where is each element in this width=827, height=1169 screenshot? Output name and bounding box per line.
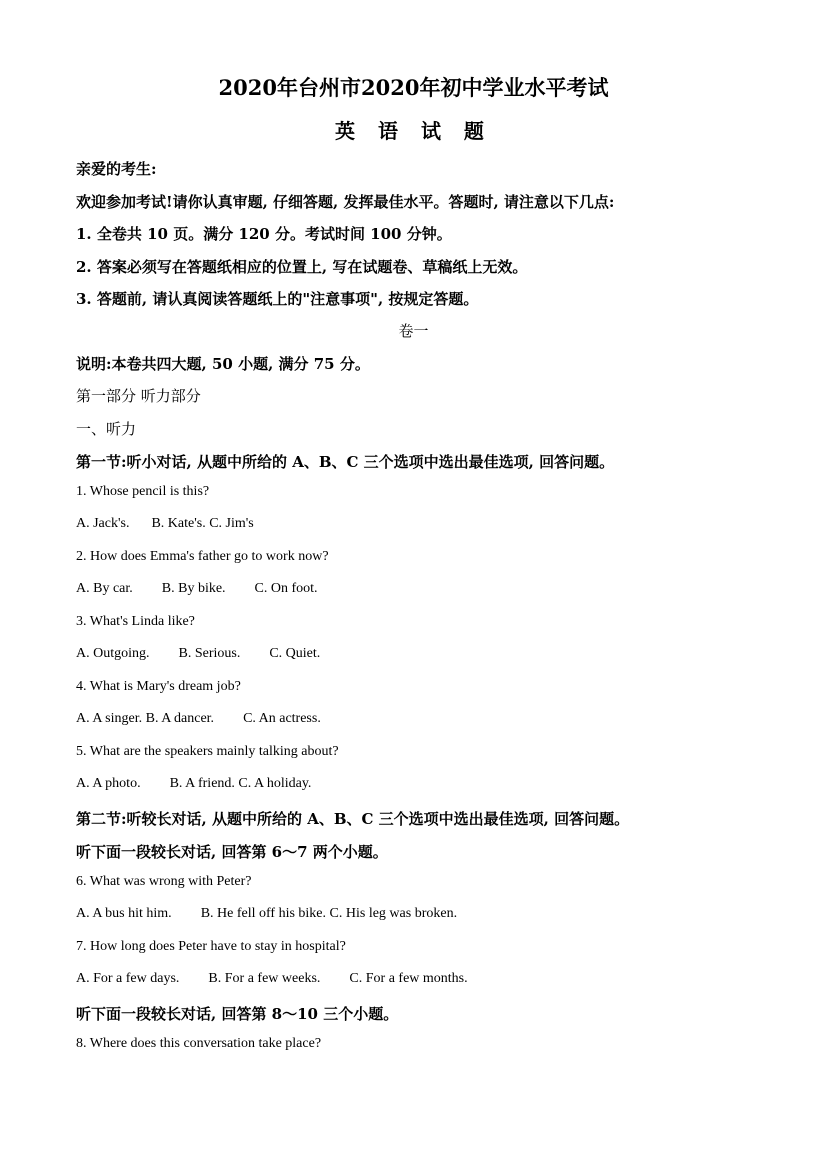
option-c: C. A holiday.	[238, 776, 312, 791]
part-heading: 第一部分 听力部分	[76, 387, 201, 405]
question-2: 2. How does Emma's father go to work now?	[76, 549, 329, 564]
greeting: 亲爱的考生:	[76, 160, 157, 178]
question-7: 7. How long does Peter have to stay in hospital?	[76, 939, 346, 954]
question-6: 6. What was wrong with Peter?	[76, 874, 252, 889]
question-8: 8. Where does this conversation take place?	[76, 1036, 322, 1051]
option-b: B. By bike.	[161, 581, 226, 596]
question-3: 3. What's Linda like?	[76, 614, 195, 629]
intro-text: 欢迎参加考试!请你认真审题, 仔细答题, 发挥最佳水平。答题时, 请注意以下几点:	[76, 193, 615, 211]
exam-subtitle: 英 语 试 题	[335, 119, 492, 143]
option-c: C. Quiet.	[269, 646, 321, 661]
option-c: C. On foot.	[254, 581, 318, 596]
option-a: A. A bus hit him.	[76, 906, 172, 921]
option-c: C. An actress.	[243, 711, 321, 726]
option-a: A. For a few days.	[76, 971, 180, 986]
question-5: 5. What are the speakers mainly talking about?	[76, 744, 339, 759]
subsection-1: 第一节:听小对话, 从题中所给的 A、B、C 三个选项中选出最佳选项, 回答问题。	[76, 453, 615, 471]
options-1	[76, 516, 254, 532]
option-a: A. A singer.	[76, 711, 143, 726]
subsection-2: 第二节:听较长对话, 从题中所给的 A、B、C 三个选项中选出最佳选项, 回答问题。	[76, 810, 630, 828]
options-5	[76, 776, 311, 792]
option-a: A. By car.	[76, 581, 133, 596]
question-1: 1. Whose pencil is this?	[76, 484, 210, 499]
dialog-instruction-1: 听下面一段较长对话, 回答第 6～7 两个小题。	[76, 843, 388, 861]
option-b: B. For a few weeks.	[208, 971, 321, 986]
option-b: B. A friend.	[169, 776, 235, 791]
note-1: 1. 全卷共 10 页。满分 120 分。考试时间 100 分钟。	[76, 225, 452, 243]
option-b: B. Serious.	[178, 646, 241, 661]
option-b: B. A dancer.	[145, 711, 215, 726]
option-a: A. A photo.	[76, 776, 141, 791]
option-c: C. For a few months.	[349, 971, 468, 986]
section-heading: 一、听力	[76, 420, 137, 438]
exam-title: 2020年台州市2020年初中学业水平考试	[218, 75, 609, 100]
question-4: 4. What is Mary's dream job?	[76, 679, 241, 694]
options-6	[76, 906, 457, 922]
dialog-instruction-2: 听下面一段较长对话, 回答第 8～10 三个小题。	[76, 1005, 399, 1023]
option-b: B. He fell off his bike.	[200, 906, 327, 921]
volume-note: 说明:本卷共四大题, 50 小题, 满分 75 分。	[76, 355, 370, 373]
note-2: 2. 答案必须写在答题纸相应的位置上, 写在试题卷、草稿纸上无效。	[76, 258, 528, 276]
options-7	[76, 971, 468, 987]
options-3	[76, 646, 320, 662]
option-a: A. Jack's.	[76, 516, 130, 531]
option-c: C. His leg was broken.	[329, 906, 458, 921]
volume-heading: 卷一	[398, 322, 429, 340]
options-4	[76, 711, 321, 727]
options-2	[76, 581, 318, 597]
note-3: 3. 答题前, 请认真阅读答题纸上的"注意事项", 按规定答题。	[76, 290, 479, 308]
option-c: C. Jim's	[209, 516, 254, 531]
option-a: A. Outgoing.	[76, 646, 150, 661]
option-b: B. Kate's.	[151, 516, 206, 531]
